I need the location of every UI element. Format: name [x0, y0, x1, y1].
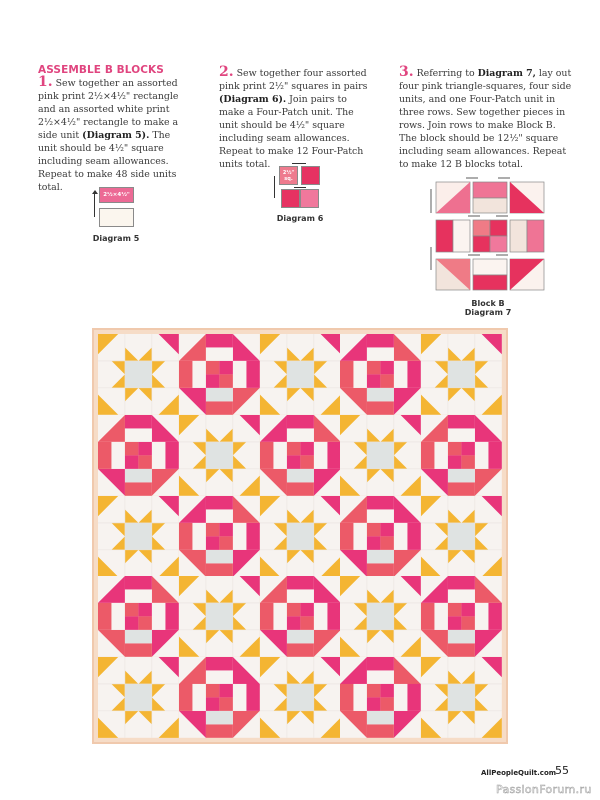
quilt-block-star	[98, 657, 179, 738]
diagram-7	[428, 175, 548, 317]
diagram-reference: (Diagram 6).	[219, 94, 287, 105]
pink-rectangle: 2½×4½"	[99, 187, 134, 203]
pink-square	[301, 166, 320, 185]
quilt-block-star	[421, 496, 502, 577]
quilt-grid	[98, 334, 502, 738]
step-text: Join pairs to make a Four-Patch unit. The unit should be 4½" square including seam allowances. Repeat to make 12 Four-Patch units total.	[219, 94, 364, 170]
step-1-column	[38, 64, 188, 194]
press-arrow-icon	[274, 176, 275, 198]
diagram-7-label-block: Block B	[471, 299, 505, 308]
quilt-block-ring	[98, 576, 179, 657]
quilt-block-star	[179, 415, 260, 496]
quilt-block-star	[340, 576, 421, 657]
pink-square	[281, 189, 300, 208]
step-2-column	[219, 66, 374, 171]
watermark: PassionForum.ru	[496, 783, 592, 796]
quilt-block-ring	[260, 415, 341, 496]
diagram-5-label: Diagram 5	[92, 234, 140, 243]
quilt-block-ring	[179, 496, 260, 577]
quilt-block-star	[260, 657, 341, 738]
step-text: Sew together four assorted pink print 2½" squares in pairs	[219, 68, 368, 92]
quilt-block-ring	[340, 496, 421, 577]
press-arrow-icon	[294, 187, 306, 188]
step-number: 3.	[399, 64, 414, 80]
quilt-block-star	[98, 496, 179, 577]
page-number: 55	[555, 764, 569, 777]
block-b-diagram	[428, 175, 548, 300]
step-text: Sew together an assorted pink print 2½×4½" rectangle and an assorted white print 2½×4½" rectangle to make a side unit	[38, 78, 179, 141]
step-text: lay out four pink triangle-squares, four side units, and one Four-Patch unit in three rows. Sew together pieces in rows. Join rows to make Block B. The block should be 12½" square including seam allowances. Repeat to make 12 B blocks total.	[399, 68, 572, 170]
diagram-reference: (Diagram 5).	[82, 130, 150, 141]
diagram-7-label: Diagram 7	[464, 308, 512, 317]
step-1-text	[38, 76, 188, 194]
diagram-reference: Diagram 7,	[477, 68, 536, 79]
quilt-block-ring	[421, 415, 502, 496]
quilt-block-star	[421, 657, 502, 738]
step-3-column	[399, 66, 574, 171]
quilt-photo	[92, 328, 508, 744]
step-number: 1.	[38, 74, 53, 90]
diagram-6-label: Diagram 6	[276, 214, 324, 223]
quilt-block-ring	[340, 657, 421, 738]
quilt-block-ring	[98, 415, 179, 496]
quilt-block-star	[98, 334, 179, 415]
quilt-block-ring	[179, 657, 260, 738]
step-text: Referring to	[416, 68, 478, 79]
pink-square	[300, 189, 319, 208]
quilt-block-star	[421, 334, 502, 415]
pink-square-labeled: 2½" sq.	[279, 166, 298, 185]
press-arrow-icon	[94, 193, 95, 217]
step-number: 2.	[219, 64, 234, 80]
quilt-block-star	[340, 415, 421, 496]
white-rectangle	[99, 208, 134, 227]
press-arrow-icon	[292, 163, 306, 164]
quilt-block-star	[260, 496, 341, 577]
quilt-block-ring	[340, 334, 421, 415]
footer-website: AllPeopleQuilt.com	[481, 769, 557, 777]
quilt-block-ring	[421, 576, 502, 657]
quilt-block-star	[260, 334, 341, 415]
quilt-block-ring	[260, 576, 341, 657]
arrowhead-icon	[92, 190, 98, 194]
quilt-block-star	[179, 576, 260, 657]
quilt-block-ring	[179, 334, 260, 415]
section-title: ASSEMBLE B BLOCKS	[38, 64, 164, 76]
step-text: The unit should be 4½" square including seam allowances. Repeat to make 48 side units total.	[38, 130, 177, 193]
